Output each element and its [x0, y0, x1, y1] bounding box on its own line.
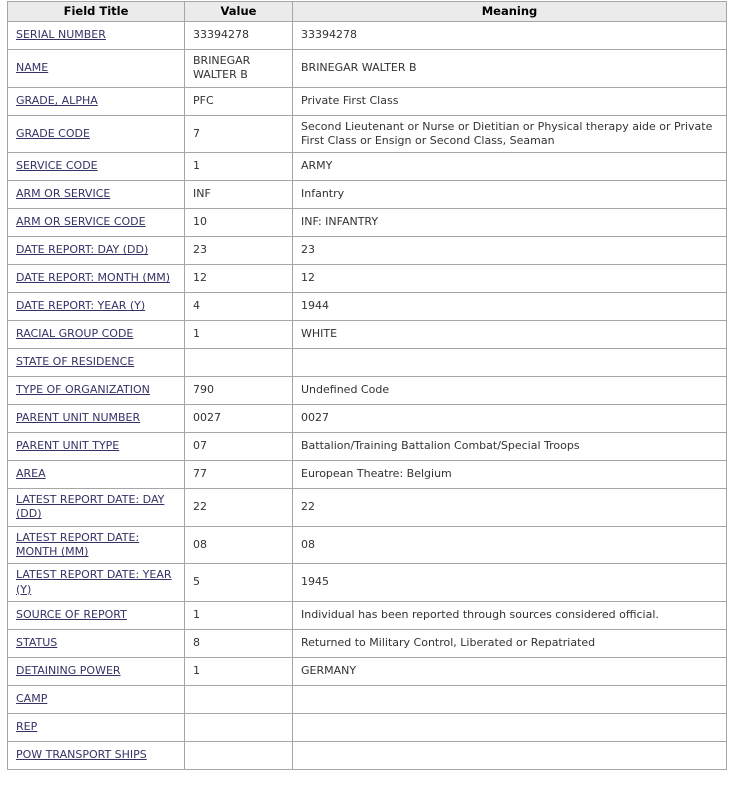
table-row — [8, 461, 727, 489]
field-link[interactable]: GRADE, ALPHA — [16, 93, 98, 107]
field-title-cell — [8, 685, 185, 713]
value-cell: 0027 — [185, 405, 293, 433]
table-row — [8, 713, 727, 741]
value-cell: 08 — [185, 526, 293, 564]
meaning-cell: Private First Class — [293, 87, 727, 115]
field-title-cell — [8, 209, 185, 237]
field-link[interactable]: SERVICE CODE — [16, 159, 98, 173]
value-cell: 12 — [185, 265, 293, 293]
value-cell: 1 — [185, 321, 293, 349]
value-cell: 7 — [185, 115, 293, 153]
field-title-cell — [8, 293, 185, 321]
meaning-cell: Battalion/Training Battalion Combat/Special Troops — [293, 433, 727, 461]
table-row — [8, 21, 727, 49]
meaning-cell: 1945 — [293, 564, 727, 602]
field-title-cell — [8, 461, 185, 489]
field-link[interactable]: DATE REPORT: MONTH (MM) — [16, 271, 170, 285]
table-row — [8, 87, 727, 115]
table-row — [8, 321, 727, 349]
field-link[interactable]: GRADE CODE — [16, 126, 90, 140]
meaning-cell: GERMANY — [293, 657, 727, 685]
meaning-cell: 1944 — [293, 293, 727, 321]
field-link[interactable]: DATE REPORT: DAY (DD) — [16, 243, 149, 257]
field-link[interactable]: DATE REPORT: YEAR (Y) — [16, 299, 146, 313]
field-link[interactable]: ARM OR SERVICE CODE — [16, 215, 146, 229]
field-title-cell — [8, 87, 185, 115]
table-row — [8, 564, 727, 602]
value-cell: INF — [185, 181, 293, 209]
field-title-cell — [8, 115, 185, 153]
value-cell: 1 — [185, 153, 293, 181]
field-link[interactable]: STATUS — [16, 636, 58, 650]
field-title-cell — [8, 377, 185, 405]
value-cell: PFC — [185, 87, 293, 115]
field-link[interactable]: TYPE OF ORGANIZATION — [16, 383, 150, 397]
field-title-cell — [8, 526, 185, 564]
table-row — [8, 115, 727, 153]
field-link[interactable]: ARM OR SERVICE — [16, 187, 111, 201]
meaning-cell: Infantry — [293, 181, 727, 209]
table-row — [8, 377, 727, 405]
field-link[interactable]: NAME — [16, 61, 49, 75]
value-cell: 5 — [185, 564, 293, 602]
meaning-cell: 12 — [293, 265, 727, 293]
field-link[interactable]: LATEST REPORT DATE: MONTH (MM) — [16, 530, 140, 559]
value-cell: 33394278 — [185, 21, 293, 49]
meaning-cell: 0027 — [293, 405, 727, 433]
table-row — [8, 629, 727, 657]
column-header-value: Value — [185, 2, 293, 22]
field-link[interactable]: SOURCE OF REPORT — [16, 608, 127, 622]
table-row — [8, 685, 727, 713]
value-cell — [185, 741, 293, 769]
table-row — [8, 153, 727, 181]
table-row — [8, 181, 727, 209]
meaning-cell: 22 — [293, 489, 727, 527]
field-link[interactable]: REP — [16, 720, 38, 734]
value-cell: 23 — [185, 237, 293, 265]
value-cell: BRINEGAR WALTER B — [185, 49, 293, 87]
value-cell: 10 — [185, 209, 293, 237]
value-cell: 77 — [185, 461, 293, 489]
field-link[interactable]: SERIAL NUMBER — [16, 28, 106, 42]
field-title-cell — [8, 405, 185, 433]
table-row — [8, 601, 727, 629]
field-title-cell — [8, 489, 185, 527]
field-title-cell — [8, 657, 185, 685]
field-link[interactable]: CAMP — [16, 692, 48, 706]
meaning-cell: BRINEGAR WALTER B — [293, 49, 727, 87]
field-link[interactable]: STATE OF RESIDENCE — [16, 355, 135, 369]
field-title-cell — [8, 433, 185, 461]
meaning-cell: Undefined Code — [293, 377, 727, 405]
meaning-cell: European Theatre: Belgium — [293, 461, 727, 489]
value-cell: 22 — [185, 489, 293, 527]
field-title-cell — [8, 713, 185, 741]
field-link[interactable]: POW TRANSPORT SHIPS — [16, 748, 147, 762]
meaning-cell — [293, 741, 727, 769]
field-title-cell — [8, 564, 185, 602]
table-row — [8, 349, 727, 377]
meaning-cell: Individual has been reported through sources considered official. — [293, 601, 727, 629]
value-cell: 07 — [185, 433, 293, 461]
record-table-body — [8, 21, 727, 769]
table-row — [8, 49, 727, 87]
field-link[interactable]: PARENT UNIT NUMBER — [16, 411, 141, 425]
field-title-cell — [8, 349, 185, 377]
meaning-cell: 08 — [293, 526, 727, 564]
table-row — [8, 405, 727, 433]
value-cell: 8 — [185, 629, 293, 657]
table-header-row — [8, 2, 727, 22]
field-link[interactable]: RACIAL GROUP CODE — [16, 327, 134, 341]
table-row — [8, 489, 727, 527]
meaning-cell: 33394278 — [293, 21, 727, 49]
meaning-cell: Returned to Military Control, Liberated or Repatriated — [293, 629, 727, 657]
meaning-cell: WHITE — [293, 321, 727, 349]
table-row — [8, 526, 727, 564]
value-cell: 1 — [185, 601, 293, 629]
table-row — [8, 265, 727, 293]
table-row — [8, 209, 727, 237]
value-cell: 1 — [185, 657, 293, 685]
field-title-cell — [8, 49, 185, 87]
field-title-cell — [8, 741, 185, 769]
field-title-cell — [8, 237, 185, 265]
field-title-cell — [8, 265, 185, 293]
value-cell — [185, 713, 293, 741]
meaning-cell — [293, 349, 727, 377]
value-cell: 790 — [185, 377, 293, 405]
value-cell — [185, 349, 293, 377]
meaning-cell — [293, 713, 727, 741]
column-header-field-title: Field Title — [8, 2, 185, 22]
value-cell — [185, 685, 293, 713]
field-title-cell — [8, 601, 185, 629]
field-title-cell — [8, 21, 185, 49]
meaning-cell: INF: INFANTRY — [293, 209, 727, 237]
field-title-cell — [8, 629, 185, 657]
meaning-cell — [293, 685, 727, 713]
field-link[interactable]: PARENT UNIT TYPE — [16, 439, 120, 453]
meaning-cell: 23 — [293, 237, 727, 265]
column-header-meaning: Meaning — [293, 2, 727, 22]
field-title-cell — [8, 181, 185, 209]
table-row — [8, 657, 727, 685]
field-title-cell — [8, 153, 185, 181]
meaning-cell: Second Lieutenant or Nurse or Dietitian or Physical therapy aide or Private First Class or Ensign or Second Class, Seaman — [293, 115, 727, 153]
table-row — [8, 741, 727, 769]
field-link[interactable]: LATEST REPORT DATE: DAY (DD) — [16, 493, 165, 521]
field-link[interactable]: LATEST REPORT DATE: YEAR (Y) — [16, 568, 172, 596]
table-row — [8, 293, 727, 321]
field-link[interactable]: DETAINING POWER — [16, 664, 121, 678]
table-row — [8, 237, 727, 265]
field-title-cell — [8, 321, 185, 349]
value-cell: 4 — [185, 293, 293, 321]
meaning-cell: ARMY — [293, 153, 727, 181]
field-link[interactable]: AREA — [16, 467, 46, 481]
record-table — [7, 1, 727, 770]
table-row — [8, 433, 727, 461]
